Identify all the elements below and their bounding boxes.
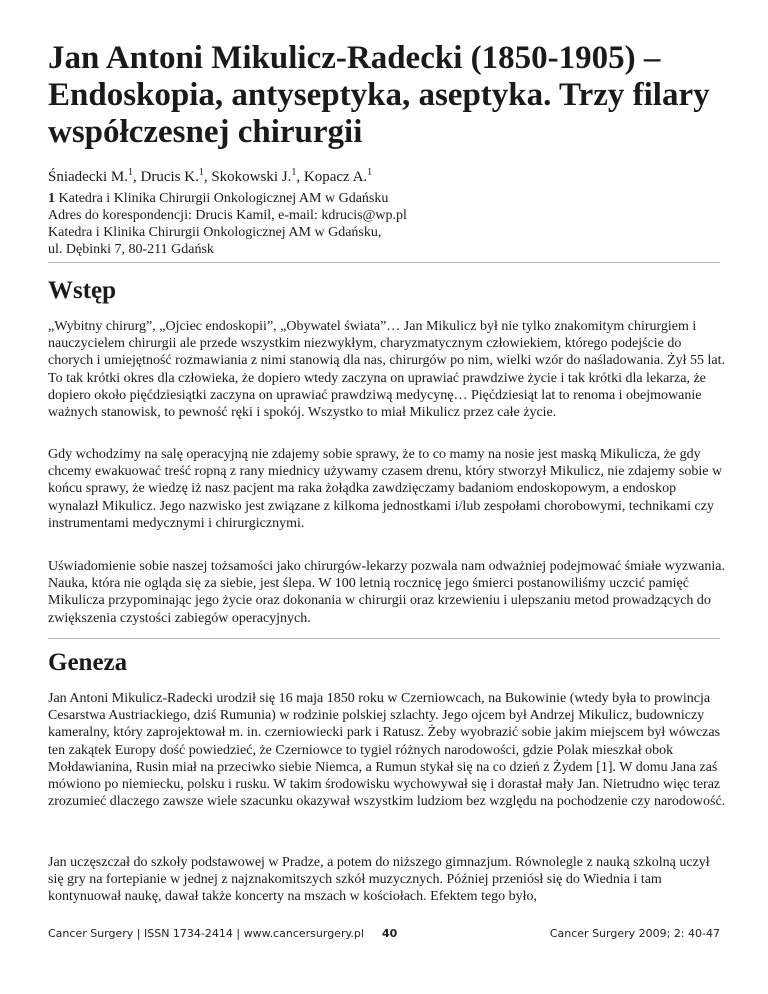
author-list — [48, 163, 372, 187]
author-name: Kopacz A. — [303, 169, 368, 185]
author-separator: , — [203, 169, 212, 185]
footer-journal-info: Cancer Surgery | ISSN 1734-2414 | www.cancersurgery.pl — [48, 927, 364, 940]
intro-paragraph: Uświadomienie sobie naszej tożsamości jako chirurgów-lekarzy pozwala nam odważniej podejmować śmiałe wyzwania. Nauka, która nie ogląda się za siebie, jest ślepa. W 100 letnią rocznicę jego śmierci postanowiliśmy uczcić pamięć Mikulicza przypominając jego życie oraz dokonania w chirurgii oraz krzewieniu i ulepszaniu metod prowadzących do zwiększenia czystości zabiegów operacyjnych. — [48, 559, 725, 626]
section-heading-genesis: Geneza — [48, 649, 128, 676]
author-affiliation-mark: 1 — [198, 167, 204, 178]
section-divider — [48, 638, 720, 639]
affiliation-text: Katedra i Klinika Chirurgii Onkologicznej AM w Gdańsku — [58, 191, 389, 206]
genesis-paragraph: Jan Antoni Mikulicz-Radecki urodził się 16 maja 1850 roku w Czerniowcach, na Bukowinie (wtedy była to prowincja Cesarstwa Austriackiego, dziś Rumunia) w rodzinie polskiej szlachty. Jego ojcem był Andrzej Mikulicz, budowniczy kameralny, który zaprojektował m. in. czerniowiecki park i Ratusz. Żeby wyobrazić sobie jakim miejscem był wówczas ten zakątek Europy dość powiedzieć, że Czerniowce to tygiel różnych narodowości, gdzie Polak mieszkał obok Mołdawianina, Rusin miał na przeciwko siebie Niemca, a Rumun stykał się na co dzień z Żydem [1]. W domu Jana zaś mówiono po niemiecku, polsku i rusku. W takim środowisku wychowywał się i dorastał mały Jan. Nietrudno więc teraz zrozumieć dlaczego zawsze wiele szacunku okazywał wszystkim ludziom bez względu na pochodzenie czy narodowość. — [48, 691, 726, 810]
section-heading-intro: Wstęp — [48, 277, 117, 304]
intro-paragraph: „Wybitny chirurg”, „Ojciec endoskopii”, „Obywatel świata”… Jan Mikulicz był nie tylko znakomitym chirurgiem i nauczycielem chirurgii ale przede wszystkim niezwykłym, charyzmatycznym człowiekiem, którego podejście do chorych i umiejętność rozmawiania z nimi stanowią dla nas, chirurgów po nim, wielki wzór do naśladowania. Żył 55 lat. To tak krótki okres dla człowieka, że dopiero wtedy zaczyna on uprawiać prawdziwe życie i tak krótki dla lekarza, że dopiero około pięćdziesiątki zaczyna on uprawiać prawdziwą medycynę… Pięćdziesiąt lat to renoma i obejmowanie ważnych stanowisk, to pewność ręki i spokój. Wszystko to miał Mikulicz przez całe życie. — [48, 319, 726, 421]
author-affiliation-mark: 1 — [128, 167, 133, 178]
section-divider — [48, 262, 720, 263]
footer-citation: Cancer Surgery 2009; 2: 40-47 — [549, 927, 720, 940]
footer-page-number: 40 — [382, 927, 398, 940]
correspondence-line: Katedra i Klinika Chirurgii Onkologicznej AM w Gdańsku, — [48, 225, 382, 240]
author-affiliation-mark: 1 — [367, 167, 373, 178]
intro-paragraph: Gdy wchodzimy na salę operacyjną nie zdajemy sobie sprawy, że to co mamy na nosie jest maską Mikulicza, że gdy chcemy ewakuować treść ropną z rany miednicy używamy czasem drenu, który stworzył Mikulicz, nie zdajemy sobie w końcu sprawy, że wiedzę iż nasz pacjent ma raka żołądka zawdzięczamy badaniom endoskopowym, a endoskop wynalazł Mikulicz. Jego nazwisko jest związane z kilkoma jednostkami i/lub zespołami chorobowymi, technikami czy instrumentami medycznymi i chirurgicznymi. — [48, 447, 723, 531]
affiliation-line — [48, 190, 407, 207]
author-name: Skokowski J. — [211, 169, 292, 185]
affiliation-block — [48, 190, 407, 258]
correspondence-line: Adres do korespondencji: Drucis Kamil, e-mail: kdrucis@wp.pl — [48, 208, 407, 223]
correspondence-line: ul. Dębinki 7, 80-211 Gdańsk — [48, 242, 214, 257]
article-title: Jan Antoni Mikulicz-Radecki (1850-1905) – Endoskopia, antyseptyka, aseptyka. Trzy filary współczesnej chirurgii — [48, 40, 710, 150]
author-name: Śniadecki M. — [48, 169, 128, 185]
author-separator: , — [133, 169, 141, 185]
affiliation-number: 1 — [48, 191, 55, 206]
author-separator: , — [296, 169, 304, 185]
author-name: Drucis K. — [140, 169, 199, 185]
author-affiliation-mark: 1 — [291, 167, 297, 178]
genesis-paragraph: Jan uczęszczał do szkoły podstawowej w Pradze, a potem do niższego gimnazjum. Równolegle z nauką szkolną uczył się gry na fortepianie w jednej z najznakomitszych szkół muzycznych. Później przeniósł się do Wiednia i tam kontynuował naukę, dawał także koncerty na mszach w kościołach. Efektem tego było, — [48, 855, 710, 905]
